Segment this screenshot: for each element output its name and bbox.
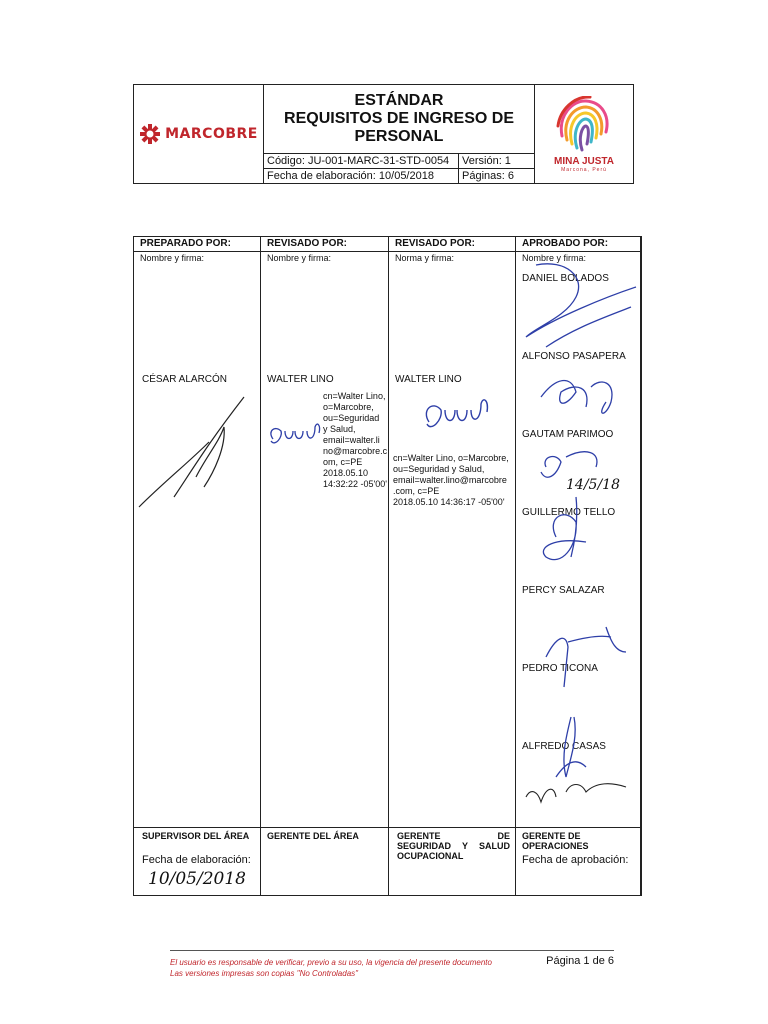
role-title: GERENTE DEL ÁREA bbox=[267, 831, 359, 841]
column-header: APROBADO POR: bbox=[516, 237, 640, 252]
sig-line: ou=Seguridad bbox=[323, 413, 380, 423]
column-subheader: Nombre y firma: bbox=[140, 253, 205, 263]
approver-name: ALFONSO PASAPERA bbox=[522, 351, 626, 362]
marcobre-logo bbox=[134, 85, 264, 183]
company-name: MARCOBRE bbox=[165, 126, 258, 142]
approver-name: DANIEL BOLADOS bbox=[522, 273, 609, 284]
project-location: Marcona, Perú bbox=[561, 166, 607, 173]
role-title: GERENTE DE OPERACIONES bbox=[522, 831, 589, 851]
header-center bbox=[264, 85, 535, 183]
sig-line: 2018.05.10 14:36:17 -05'00' bbox=[393, 497, 505, 507]
sig-line: .com, c=PE bbox=[393, 486, 440, 496]
role-title: GERENTE DE SEGURIDAD Y SALUD OCUPACIONAL bbox=[397, 831, 510, 861]
handwritten-date: 10/05/2018 bbox=[148, 869, 246, 889]
column-prepared bbox=[134, 237, 261, 895]
column-subheader: Norma y firma: bbox=[395, 253, 455, 263]
mina-justa-logo bbox=[535, 85, 633, 183]
signer-name: WALTER LINO bbox=[395, 374, 462, 385]
page-footer bbox=[170, 950, 614, 979]
sig-line: 2018.05.10 bbox=[323, 468, 369, 478]
disclaimer-line: Las versiones impresas son copias "No Controladas" bbox=[170, 969, 358, 978]
approver-name: GUILLERMO TELLO bbox=[522, 507, 616, 518]
column-header: PREPARADO POR: bbox=[134, 237, 260, 252]
marcobre-emblem-icon bbox=[139, 123, 161, 145]
page-count: Páginas: 6 bbox=[462, 170, 514, 182]
fingerprint-logo-icon bbox=[554, 96, 614, 154]
document-header bbox=[133, 84, 634, 184]
digital-signature-mark bbox=[265, 417, 325, 457]
sig-line: y Salud, bbox=[323, 424, 356, 434]
project-name: MINA JUSTA bbox=[554, 155, 614, 167]
sig-line: o=Marcobre, bbox=[323, 402, 374, 412]
digital-signature-mark bbox=[419, 392, 499, 442]
column-header: REVISADO POR: bbox=[261, 237, 388, 252]
document-title bbox=[264, 85, 534, 153]
title-line: REQUISITOS DE INGRESO DE bbox=[284, 110, 514, 127]
column-reviewed-2 bbox=[389, 237, 516, 895]
digital-signature-info bbox=[393, 453, 509, 508]
signer-name: CÉSAR ALARCÓN bbox=[142, 374, 228, 385]
approver-name: ALFREDO CASAS bbox=[522, 741, 606, 752]
sig-line: ou=Seguridad y Salud, bbox=[393, 464, 485, 474]
sig-line: cn=Walter Lino, o=Marcobre, bbox=[393, 453, 509, 463]
sig-line: email=walter.li bbox=[323, 435, 380, 445]
document-code: Código: JU-001-MARC-31-STD-0054 bbox=[264, 154, 459, 168]
sig-line: email=walter.lino@marcobre bbox=[393, 475, 507, 485]
sig-line: om, c=PE bbox=[323, 457, 363, 467]
handwritten-date: 14/5/18 bbox=[566, 477, 620, 493]
elaboration-date: Fecha de elaboración: 10/05/2018 bbox=[264, 169, 459, 183]
page-number: Página 1 de 6 bbox=[546, 955, 614, 967]
approver-name: GAUTAM PARIMOO bbox=[522, 429, 614, 440]
signer-name: WALTER LINO bbox=[267, 374, 334, 385]
sig-line: cn=Walter Lino, bbox=[323, 391, 386, 401]
role-title: SUPERVISOR DEL ÁREA bbox=[142, 831, 250, 841]
sig-line: 14:32:22 -05'00' bbox=[323, 479, 387, 489]
approval-table bbox=[133, 236, 642, 896]
column-subheader: Nombre y firma: bbox=[267, 253, 332, 263]
document-version: Versión: 1 bbox=[462, 155, 511, 167]
column-approved bbox=[516, 237, 641, 895]
handwritten-signature bbox=[134, 387, 261, 527]
column-subheader: Nombre y firma: bbox=[522, 253, 587, 263]
title-line: PERSONAL bbox=[354, 128, 444, 145]
digital-signature-info bbox=[323, 391, 387, 490]
sig-line: no@marcobre.c bbox=[323, 446, 388, 456]
date-label: Fecha de aprobación: bbox=[522, 854, 629, 866]
date-label: Fecha de elaboración: bbox=[142, 854, 251, 866]
column-reviewed-1 bbox=[261, 237, 389, 895]
roles-divider bbox=[134, 827, 641, 829]
handwritten-signatures bbox=[516, 257, 641, 817]
approver-name: PEDRO TICONA bbox=[522, 663, 598, 674]
column-header: REVISADO POR: bbox=[389, 237, 515, 252]
approver-name: PERCY SALAZAR bbox=[522, 585, 605, 596]
code-row bbox=[264, 153, 534, 168]
title-line: ESTÁNDAR bbox=[354, 92, 444, 109]
disclaimer-line: El usuario es responsable de verificar, previo a su uso, la vigencia del presente documento bbox=[170, 958, 492, 967]
date-row bbox=[264, 168, 534, 183]
